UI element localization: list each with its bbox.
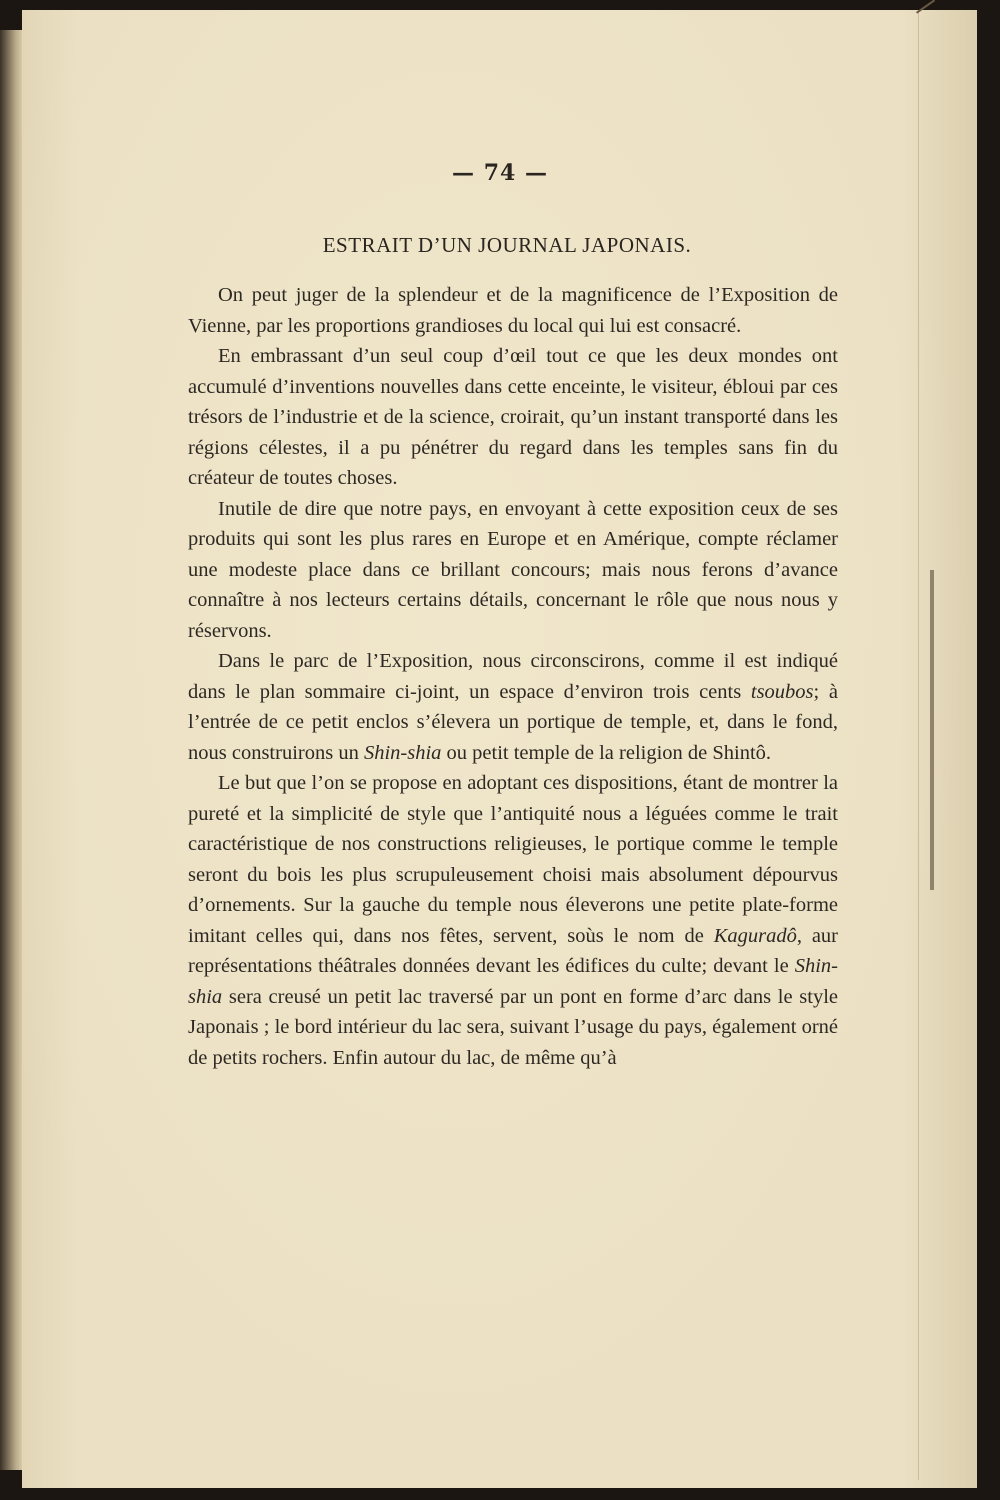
paragraph-text: Dans le parc de l’Exposition, nous circonscirons, comme il est indiqué dans le plan sommaire ci-joint, un espace d’environ trois cents — [188, 650, 838, 703]
page-fold-line — [918, 10, 919, 1480]
italic-term-kagurado: Kaguradô — [713, 924, 797, 947]
paragraph-5 — [188, 768, 838, 1073]
italic-term-shin-shia: Shin-shia — [363, 741, 442, 764]
italic-term-shin-shia: Shin-shia — [188, 955, 838, 1008]
paragraph-2 — [188, 341, 838, 494]
paragraph-text: , aur représentations théâtrales données devant les édifices du culte; devant le — [188, 924, 838, 977]
paragraph-text: ou petit temple de la religion de Shintô. — [441, 741, 772, 764]
paragraph-1 — [188, 280, 838, 341]
paragraph-text: Inutile de dire que notre pays, en envoyant à cette exposition ceux de ses produits qui sont les plus rares en Europe et en Amérique, compte réclamer une modeste place dans ce brillant concours; mais nous ferons d’avance connaître à nos lecteurs certains détails, concernant le rôle que nous nous y réservons. — [188, 497, 838, 642]
article-title: ESTRAIT D’UN JOURNAL JAPONAIS. — [322, 233, 692, 257]
paragraph-text: ; à l’entrée de ce petit enclos s’élevera un portique de temple, et, dans le fond, nous construirons un — [188, 680, 838, 764]
paragraph-3 — [188, 494, 838, 647]
paragraph-4 — [188, 646, 838, 768]
paragraph-text: sera creusé un petit lac traversé par un pont en forme d’arc dans le style Japonais ; le bord intérieur du lac sera, suivant l’usage du pays, également orné de petits rochers. Enfin autour du lac, de même qu’à — [188, 985, 838, 1069]
italic-term-tsoubos: tsoubos — [750, 680, 814, 703]
right-margin-mark — [930, 570, 934, 890]
page-number: — 74 — — [452, 160, 548, 186]
paragraph-text: En embrassant d’un seul coup d’œil tout ce que les deux mondes ont accumulé d’inventions nouvelles dans cette enceinte, le visiteur, ébloui par ces trésors de l’industrie et de la science, croirait, qu’un instant transporté dans les régions célestes, il a pu pénétrer du regard dans les temples sans fin du créateur de toutes choses. — [188, 345, 838, 489]
paragraph-text: On peut juger de la splendeur et de la magnificence de l’Exposition de Vienne, par les proportions grandioses du local qui lui est consacré. — [188, 284, 838, 337]
article-body — [188, 280, 838, 1073]
paragraph-text: Le but que l’on se propose en adoptant ces dispositions, étant de montrer la pureté et la simplicité de style que l’antiquité nous a léguées comme le trait caractéristique de nos constructions religieuses, le portique comme le temple seront du bois les plus scrupuleusement choisi mais absolument dépourvus d’ornements. Sur la gauche du temple nous éleverons une petite plate-forme imitant celles qui, dans nos fêtes, servent, soùs le nom de — [188, 772, 838, 947]
